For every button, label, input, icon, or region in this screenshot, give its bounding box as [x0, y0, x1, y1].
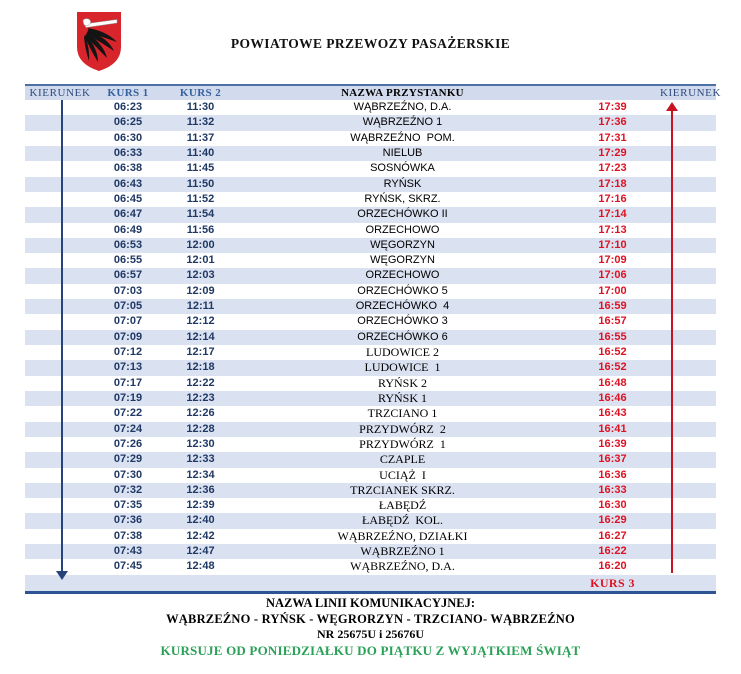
table-row [25, 437, 716, 452]
kurs1-time: 06:55 [113, 254, 143, 267]
table-row [25, 559, 716, 574]
kurs2-time: 12:42 [186, 529, 215, 542]
stop-name: WĄBRZEŹNO, D.A. [350, 559, 455, 574]
kurs2-time: 11:40 [186, 146, 215, 159]
kierunek-left-cell [25, 314, 95, 329]
table-row [25, 468, 716, 483]
stop-name: UCIĄŻ I [379, 467, 426, 482]
kurs1-time: 07:22 [113, 407, 143, 420]
kierunek-left-cell [25, 253, 95, 268]
kurs2-time: 11:54 [186, 208, 215, 221]
kurs3-time: 17:09 [598, 254, 627, 267]
stop-name: WĘGORZYN [370, 238, 435, 251]
table-row [25, 345, 716, 360]
table-row [25, 406, 716, 421]
kurs2-time: 12:23 [186, 391, 215, 404]
stop-name: WĄBRZEŹNO 1 [360, 544, 445, 559]
kierunek-right-cell [660, 360, 716, 375]
stop-name: PRZYDWÓRZ 2 [359, 421, 446, 436]
table-row [25, 529, 716, 544]
kierunek-left-cell [25, 544, 95, 559]
kurs1-time: 07:12 [113, 346, 143, 358]
kierunek-left-cell [25, 330, 95, 345]
kurs1-time: 07:35 [113, 499, 143, 512]
kierunek-right-cell [660, 452, 716, 467]
kierunek-left-cell [25, 268, 95, 283]
kurs3-time: 16:46 [598, 391, 627, 404]
kurs2-time: 11:32 [186, 116, 215, 129]
kurs1-time: 07:19 [113, 391, 143, 404]
kierunek-left-cell [25, 529, 95, 544]
kurs2-time: 11:37 [186, 131, 215, 144]
kurs2-time: 12:47 [186, 545, 215, 558]
kierunek-left-cell [25, 391, 95, 406]
kurs1-time: 07:03 [113, 284, 143, 297]
kurs2-time: 11:30 [186, 101, 215, 113]
kierunek-right-cell [660, 131, 716, 146]
kurs1-time: 07:17 [113, 376, 143, 389]
table-row [25, 146, 716, 161]
table-row [25, 131, 716, 146]
kurs3-time: 17:10 [598, 238, 627, 251]
table-row [25, 207, 716, 222]
kurs3-time: 16:52 [598, 361, 627, 374]
kierunek-right-cell [660, 253, 716, 268]
kurs1-time: 07:36 [113, 514, 143, 527]
kurs1-time: 07:43 [113, 545, 143, 558]
stop-name: LUDOWICE 2 [366, 345, 439, 359]
kurs3-time: 17:29 [598, 146, 627, 159]
kurs2-time: 12:01 [186, 254, 215, 267]
kurs3-time: 16:29 [598, 514, 627, 527]
stop-name: CZAPLE [379, 452, 426, 467]
kurs3-time: 16:39 [598, 437, 627, 450]
kierunek-right-cell [660, 498, 716, 513]
stop-name: RYŃSK 2 [377, 375, 427, 390]
kierunek-right-cell [660, 177, 716, 192]
kierunek-right-cell [660, 161, 716, 176]
kurs1-time: 07:29 [113, 453, 143, 466]
kierunek-left-cell [25, 146, 95, 161]
kierunek-right-cell [660, 437, 716, 452]
stop-name: TRZCIANO 1 [367, 406, 438, 421]
table-row [25, 498, 716, 513]
kierunek-right-cell [660, 223, 716, 238]
kurs3-time: 16:59 [598, 300, 627, 313]
kurs1-time: 07:32 [113, 483, 143, 496]
timetable [25, 84, 722, 594]
kurs3-label: KURS 3 [590, 575, 635, 590]
kurs3-time: 16:33 [598, 483, 627, 496]
kierunek-right-cell [660, 422, 716, 437]
kurs2-time: 12:12 [186, 315, 215, 328]
kierunek-left-cell [25, 422, 95, 437]
kierunek-right-cell [660, 268, 716, 283]
kurs1-time: 07:38 [113, 529, 143, 542]
kurs3-label-row [25, 575, 716, 591]
kurs3-time: 17:39 [598, 101, 627, 113]
table-row [25, 376, 716, 391]
table-row [25, 161, 716, 176]
kierunek-right-cell [660, 207, 716, 222]
kurs3-time: 16:20 [598, 560, 627, 573]
kurs2-time: 12:39 [186, 499, 215, 512]
kurs3-time: 16:43 [598, 407, 627, 420]
kurs1-time: 07:30 [113, 468, 143, 481]
stop-name: ORZECHOWO [365, 269, 440, 282]
kierunek-left-cell [25, 376, 95, 391]
kierunek-right-cell [660, 299, 716, 314]
timetable-rows [25, 100, 716, 575]
kierunek-left-cell [25, 299, 95, 314]
direction-down-arrow-line [61, 100, 63, 572]
kurs2-time: 11:45 [186, 162, 215, 175]
stop-name: WĄBRZEŹNO, D.A. [353, 101, 452, 113]
kurs2-time: 11:56 [186, 223, 215, 236]
service-days-note: KURSUJE OD PONIEDZIAŁKU DO PIĄTKU Z WYJĄTKIEM ŚWIĄT [160, 643, 581, 658]
kurs3-time: 17:18 [598, 177, 627, 190]
stop-name: WĄBRZEŹNO 1 [362, 116, 443, 129]
kurs1-time: 06:30 [113, 131, 143, 144]
kurs1-time: 06:38 [113, 162, 143, 175]
stop-name: ORZECHÓWKO 5 [357, 284, 448, 297]
kurs3-time: 17:16 [598, 192, 627, 205]
page-title: POWIATOWE PRZEWOZY PASAŻERSKIE [230, 36, 511, 51]
table-row [25, 115, 716, 130]
kierunek-right-cell [660, 513, 716, 528]
stop-name: WĘGORZYN [370, 254, 435, 267]
kierunek-right-cell [660, 314, 716, 329]
kurs1-time: 07:26 [113, 437, 143, 450]
kierunek-right-cell [660, 330, 716, 345]
table-row [25, 422, 716, 437]
table-row [25, 253, 716, 268]
stop-name: ŁABĘDŹ [378, 498, 427, 513]
kurs1-time: 06:47 [113, 208, 143, 221]
table-header-row [25, 84, 722, 100]
kierunek-left-cell [25, 483, 95, 498]
stop-name: RYŃSK, SKRZ. [364, 192, 441, 205]
kierunek-right-cell [660, 391, 716, 406]
kierunek-right-cell [660, 468, 716, 483]
kurs2-time: 12:48 [186, 560, 215, 573]
kurs2-time: 12:30 [186, 437, 215, 450]
kurs2-time: 12:36 [186, 483, 215, 496]
table-row [25, 192, 716, 207]
kurs3-time: 17:00 [598, 284, 627, 297]
stop-name: LUDOWICE 1 [364, 360, 441, 375]
stop-name: RYŃSK [383, 177, 422, 190]
kierunek-right-cell [660, 559, 716, 574]
kurs2-time: 12:34 [186, 468, 215, 481]
kierunek-right-cell [660, 238, 716, 253]
table-row [25, 299, 716, 314]
kurs1-time: 06:49 [113, 223, 143, 236]
kierunek-left-cell [25, 177, 95, 192]
kurs2-time: 12:09 [186, 284, 215, 297]
header-kierunek-left: KIERUNEK [29, 87, 91, 99]
table-row [25, 268, 716, 283]
stop-name: ORZECHÓWKO 3 [357, 315, 448, 328]
kurs1-time: 07:13 [113, 361, 143, 374]
kierunek-left-cell [25, 238, 95, 253]
kurs2-time: 11:50 [186, 177, 215, 190]
kierunek-left-cell [25, 161, 95, 176]
kierunek-left-cell [25, 345, 95, 360]
kierunek-left-cell [25, 131, 95, 146]
kurs1-time: 07:24 [113, 422, 143, 435]
route-description: WĄBRZEŹNO - RYŃSK - WĘGRORZYN - TRZCIANO- WĄBRZEŹNO [166, 612, 575, 626]
line-numbers: NR 25675U i 25676U [317, 627, 424, 641]
kierunek-left-cell [25, 100, 95, 115]
kurs1-time: 06:43 [113, 177, 143, 190]
table-row [25, 100, 716, 115]
kurs3-time: 16:57 [598, 315, 627, 328]
kierunek-right-cell [660, 115, 716, 130]
kurs1-time: 07:07 [113, 315, 143, 328]
kierunek-right-cell [660, 376, 716, 391]
table-row [25, 284, 716, 299]
header-kierunek-right: KIERUNEK [660, 87, 722, 99]
kurs3-time: 17:31 [598, 131, 627, 144]
kurs2-time: 12:22 [186, 376, 215, 389]
kierunek-right-cell [660, 284, 716, 299]
kierunek-right-cell [660, 529, 716, 544]
stop-name: WĄBRZEŹNO POM. [350, 131, 455, 144]
stop-name: ORZECHÓWKO II [357, 208, 448, 221]
kurs3-time: 17:06 [598, 269, 627, 282]
kurs2-time: 12:40 [186, 514, 215, 527]
kurs3-time: 16:55 [598, 330, 627, 343]
kierunek-left-cell [25, 406, 95, 421]
kurs3-time: 17:13 [598, 223, 627, 236]
table-row [25, 330, 716, 345]
kurs2-time: 12:11 [186, 300, 215, 313]
kurs3-time: 16:48 [598, 376, 627, 389]
kierunek-left-cell [25, 192, 95, 207]
stop-name: RYŃSK 1 [377, 390, 427, 405]
table-row [25, 452, 716, 467]
kurs3-time: 16:36 [598, 468, 627, 481]
kurs3-time: 16:37 [598, 453, 627, 466]
stop-name: ORZECHÓWKO 4 [355, 300, 450, 313]
kierunek-left-cell [25, 360, 95, 375]
stop-name: ORZECHÓWKO 6 [357, 330, 448, 343]
stop-name: NIELUB [382, 146, 423, 159]
stop-name: WĄBRZEŹNO, DZIAŁKI [337, 528, 468, 543]
stop-name: ORZECHOWO [365, 223, 440, 236]
bottom-divider [25, 591, 716, 594]
kurs1-time: 07:05 [113, 300, 143, 313]
kurs3-time: 17:36 [598, 116, 627, 129]
table-row [25, 223, 716, 238]
kurs3-time: 16:52 [598, 346, 627, 358]
arrow-up-icon [666, 102, 678, 111]
kierunek-left-cell [25, 452, 95, 467]
kurs2-time: 12:28 [186, 422, 215, 435]
kierunek-left-cell [25, 437, 95, 452]
line-name-heading: NAZWA LINII KOMUNIKACYJNEJ: [265, 596, 476, 610]
table-row [25, 391, 716, 406]
kierunek-left-cell [25, 284, 95, 299]
stop-name: TRZCIANEK SKRZ. [350, 482, 455, 497]
kierunek-left-cell [25, 513, 95, 528]
stop-name: PRZYDWÓRZ 1 [359, 436, 446, 451]
kurs3-time: 17:23 [598, 162, 627, 175]
table-row [25, 544, 716, 559]
header-stop-name: NAZWA PRZYSTANKU [341, 87, 464, 99]
stop-name: SOSNÓWKA [370, 162, 435, 175]
table-row [25, 238, 716, 253]
header-kurs1: KURS 1 [107, 87, 149, 99]
kurs1-time: 06:33 [113, 146, 143, 159]
kurs2-time: 12:18 [186, 361, 215, 374]
table-row [25, 513, 716, 528]
kurs2-time: 12:33 [186, 453, 215, 466]
stop-name: ŁABĘDŹ KOL. [362, 513, 443, 528]
kierunek-right-cell [660, 345, 716, 360]
kierunek-left-cell [25, 498, 95, 513]
direction-up-arrow-line [671, 111, 673, 573]
kurs2-time: 12:14 [186, 330, 215, 343]
kurs1-time: 06:45 [113, 192, 143, 205]
kierunek-left-cell [25, 468, 95, 483]
footer [0, 595, 741, 659]
kierunek-right-cell [660, 192, 716, 207]
table-row [25, 483, 716, 498]
kurs1-time: 06:57 [113, 269, 143, 282]
kurs3-time: 16:27 [598, 529, 627, 542]
kierunek-left-cell [25, 207, 95, 222]
kurs1-time: 07:45 [113, 560, 143, 573]
kurs1-time: 06:25 [113, 116, 143, 129]
kurs1-time: 06:53 [113, 238, 143, 251]
kurs2-time: 12:00 [186, 238, 215, 251]
kurs2-time: 12:17 [186, 346, 215, 358]
arrow-down-icon [56, 571, 68, 580]
kierunek-right-cell [660, 483, 716, 498]
table-row [25, 360, 716, 375]
header-kurs2: KURS 2 [179, 87, 222, 99]
kurs3-time: 16:41 [598, 422, 627, 435]
kurs3-time: 16:30 [598, 499, 627, 512]
kierunek-right-cell [660, 544, 716, 559]
kurs3-time: 16:22 [598, 545, 627, 558]
kierunek-left-cell [25, 223, 95, 238]
kierunek-right-cell [660, 146, 716, 161]
kurs3-time: 17:14 [598, 208, 627, 221]
kurs2-time: 12:03 [186, 269, 215, 282]
table-row [25, 314, 716, 329]
kierunek-left-cell [25, 115, 95, 130]
kurs2-time: 12:26 [186, 407, 215, 420]
kurs1-time: 07:09 [113, 330, 143, 343]
kurs2-time: 11:52 [186, 192, 215, 205]
kierunek-right-cell [660, 406, 716, 421]
header-kurs3-spacer [565, 86, 660, 100]
table-row [25, 177, 716, 192]
kurs1-time: 06:23 [113, 101, 143, 113]
